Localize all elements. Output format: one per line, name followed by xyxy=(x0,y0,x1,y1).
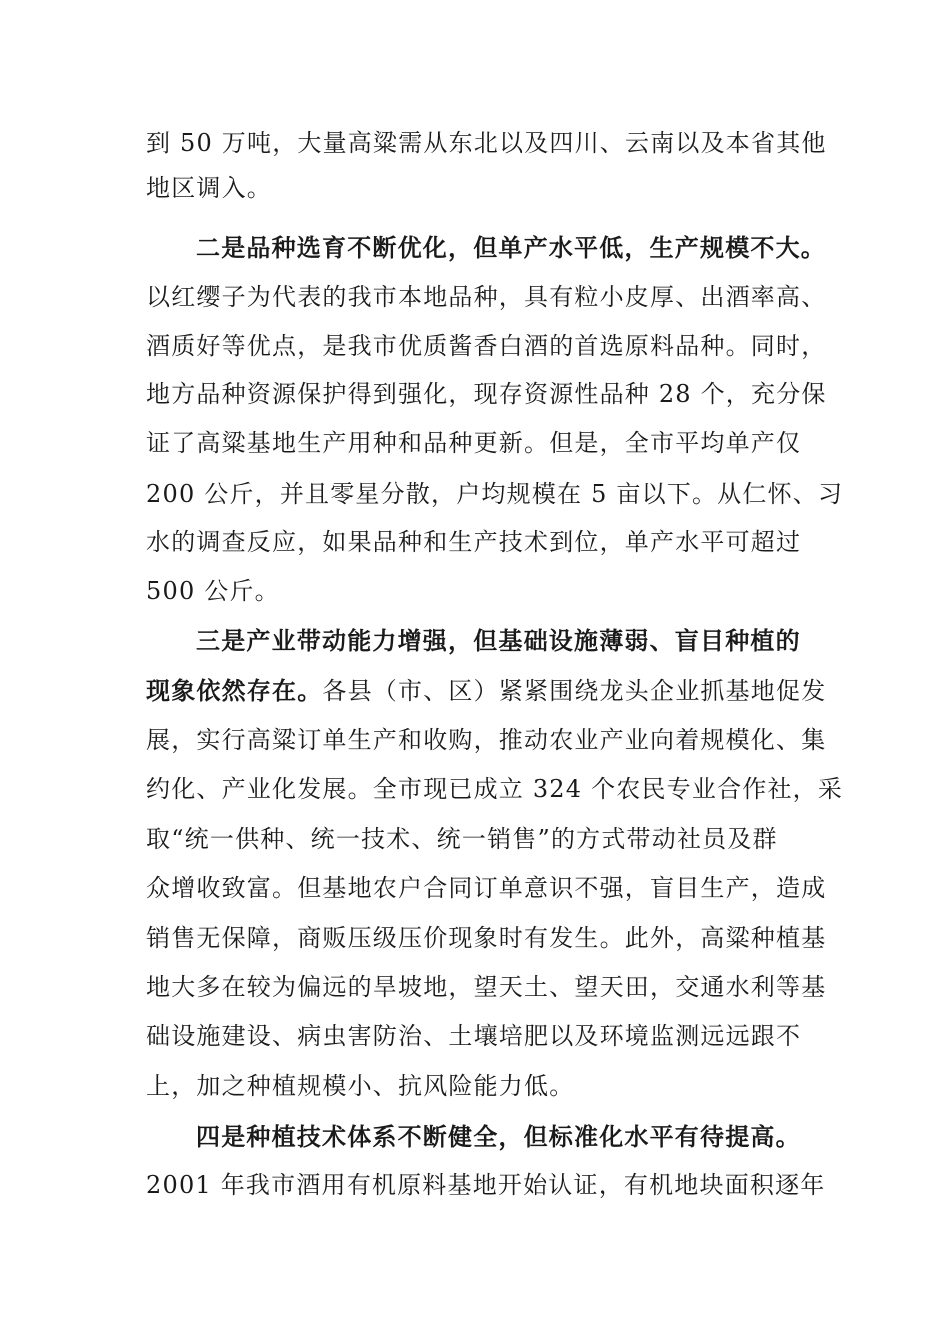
text-line xyxy=(146,1066,574,1106)
text-line xyxy=(146,474,843,514)
text-line xyxy=(146,374,827,414)
text-run: 取“统一供种、统一技术、统一销售”的方式带动社员及群 xyxy=(146,825,778,853)
paragraph-heading: 二是品种选育不断优化，但单产水平低，生产规模不大。 xyxy=(196,233,826,262)
text-run: 众增收致富。但基地农户合同订单意识不强，盲目生产，造成 xyxy=(146,874,827,902)
text-line xyxy=(146,123,827,163)
text-line xyxy=(146,769,843,809)
paragraph-heading: 四是种植技术体系不断健全，但标准化水平有待提高。 xyxy=(196,1122,801,1151)
text-line xyxy=(146,1165,826,1205)
text-line xyxy=(146,1016,801,1056)
text-line xyxy=(196,621,801,661)
text-run: 2001 年我市酒用有机原料基地开始认证，有机地块面积逐年 xyxy=(146,1171,826,1199)
text-line xyxy=(196,228,826,268)
text-run: 200 公斤，并且零星分散，户均规模在 5 亩以下。从仁怀、习 xyxy=(146,480,844,508)
text-run: 证了高粱基地生产用种和品种更新。但是，全市平均单产仅 xyxy=(146,429,802,457)
text-line xyxy=(146,277,826,317)
text-line xyxy=(146,326,826,366)
text-line xyxy=(146,819,778,859)
text-run: 水的调查反应，如果品种和生产技术到位，单产水平可超过 xyxy=(146,528,802,556)
paragraph-heading: 现象依然存在。 xyxy=(146,676,323,705)
text-run: 地方品种资源保护得到强化，现存资源性品种 28 个，充分保 xyxy=(146,380,827,408)
text-line xyxy=(196,1117,801,1157)
text-line xyxy=(146,918,826,958)
text-run: 地大多在较为偏远的旱坡地，望天土、望天田，交通水利等基 xyxy=(146,973,827,1001)
text-line xyxy=(146,868,826,908)
paragraph-heading: 三是产业带动能力增强，但基础设施薄弱、盲目种植的 xyxy=(196,626,801,655)
text-run: 约化、产业化发展。全市现已成立 324 个农民专业合作社，采 xyxy=(146,775,844,803)
text-run: 销售无保障，商贩压级压价现象时有发生。此外，高粱种植基 xyxy=(146,924,827,952)
text-run: 各县（市、区）紧紧围绕龙头企业抓基地促发 xyxy=(322,677,827,705)
text-run: 上，加之种植规模小、抗风险能力低。 xyxy=(146,1072,575,1100)
text-run: 酒质好等优点，是我市优质酱香白酒的首选原料品种。同时， xyxy=(146,332,827,360)
text-line xyxy=(146,671,826,711)
text-line xyxy=(146,522,801,562)
text-run: 500 公斤。 xyxy=(146,577,280,605)
text-line xyxy=(146,423,801,463)
text-run: 到 50 万吨，大量高粱需从东北以及四川、云南以及本省其他 xyxy=(146,129,827,157)
text-line xyxy=(146,720,826,760)
text-line xyxy=(146,168,272,208)
text-run: 础设施建设、病虫害防治、土壤培肥以及环境监测远远跟不 xyxy=(146,1022,802,1050)
text-run: 地区调入。 xyxy=(146,174,272,202)
text-run: 展，实行高粱订单生产和收购，推动农业产业向着规模化、集 xyxy=(146,726,827,754)
text-run: 以红缨子为代表的我市本地品种，具有粒小皮厚、出酒率高、 xyxy=(146,283,827,311)
text-line xyxy=(146,967,826,1007)
text-line xyxy=(146,571,280,611)
